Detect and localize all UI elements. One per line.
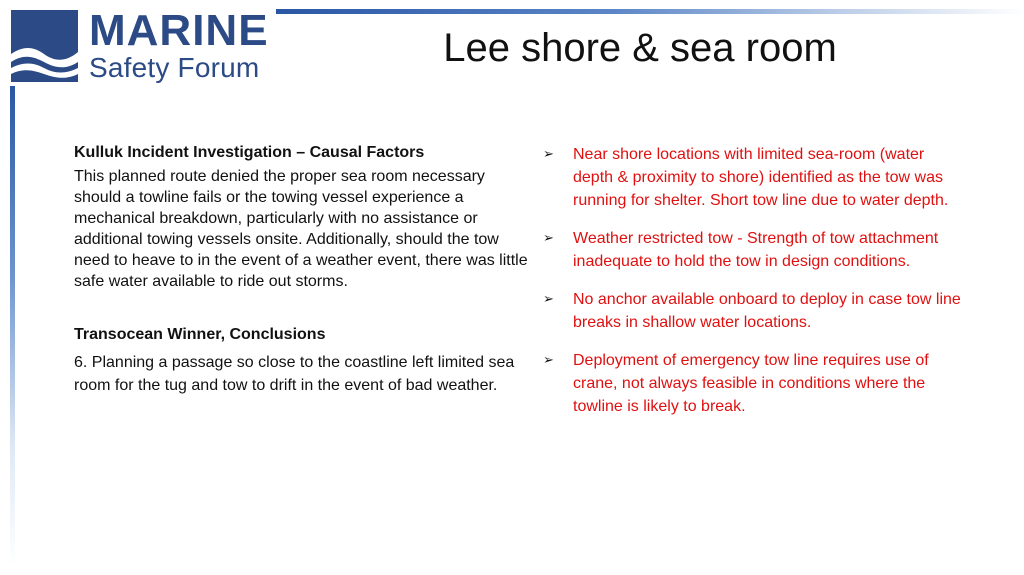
left-text-column bbox=[74, 143, 532, 397]
marine-safety-forum-logo bbox=[11, 6, 271, 86]
slide-title: Lee shore & sea room bbox=[443, 26, 837, 70]
transocean-paragraph: 6. Planning a passage so close to the coastline left limited sea room for the tug and tow to drift in the event of bad weather. bbox=[74, 354, 515, 394]
arrow-bullet-icon: ➢ bbox=[543, 352, 554, 367]
bullet-text: Deployment of emergency tow line requires use of crane, not always feasible in conditions where the towline is likely to break. bbox=[573, 352, 929, 415]
bullet-text: No anchor available onboard to deploy in case tow line breaks in shallow water locations. bbox=[573, 291, 961, 331]
bullet-item bbox=[543, 349, 968, 418]
bullet-item bbox=[543, 143, 968, 212]
logo-wordmark-safety-forum: Safety Forum bbox=[89, 52, 260, 83]
bullet-item bbox=[543, 227, 968, 273]
bullet-item bbox=[543, 288, 968, 334]
arrow-bullet-icon: ➢ bbox=[543, 230, 554, 245]
transocean-heading: Transocean Winner, Conclusions bbox=[74, 326, 326, 343]
right-bullet-list bbox=[543, 143, 968, 433]
kulluk-heading: Kulluk Incident Investigation – Causal Factors bbox=[74, 144, 425, 161]
arrow-bullet-icon: ➢ bbox=[543, 146, 554, 161]
logo-wordmark-marine: MARINE bbox=[89, 6, 269, 55]
arrow-bullet-icon: ➢ bbox=[543, 291, 554, 306]
bullet-text: Near shore locations with limited sea-room (water depth & proximity to shore) identified as the tow was running for shelter. Short tow line due to water depth. bbox=[573, 146, 949, 209]
side-accent-bar bbox=[10, 86, 15, 566]
bullet-text: Weather restricted tow - Strength of tow attachment inadequate to hold the tow in design conditions. bbox=[573, 230, 939, 270]
wave-icon bbox=[11, 10, 78, 82]
header-accent-bar bbox=[276, 9, 1024, 14]
kulluk-paragraph: This planned route denied the proper sea room necessary should a towline fails or the towing vessel experience a mechanical breakdown, particularly with no assistance or additional towing vessels onsite. Additionally, should the tow need to heave to in the event of a weather event, there was little safe water available to ride out storms. bbox=[74, 168, 528, 290]
